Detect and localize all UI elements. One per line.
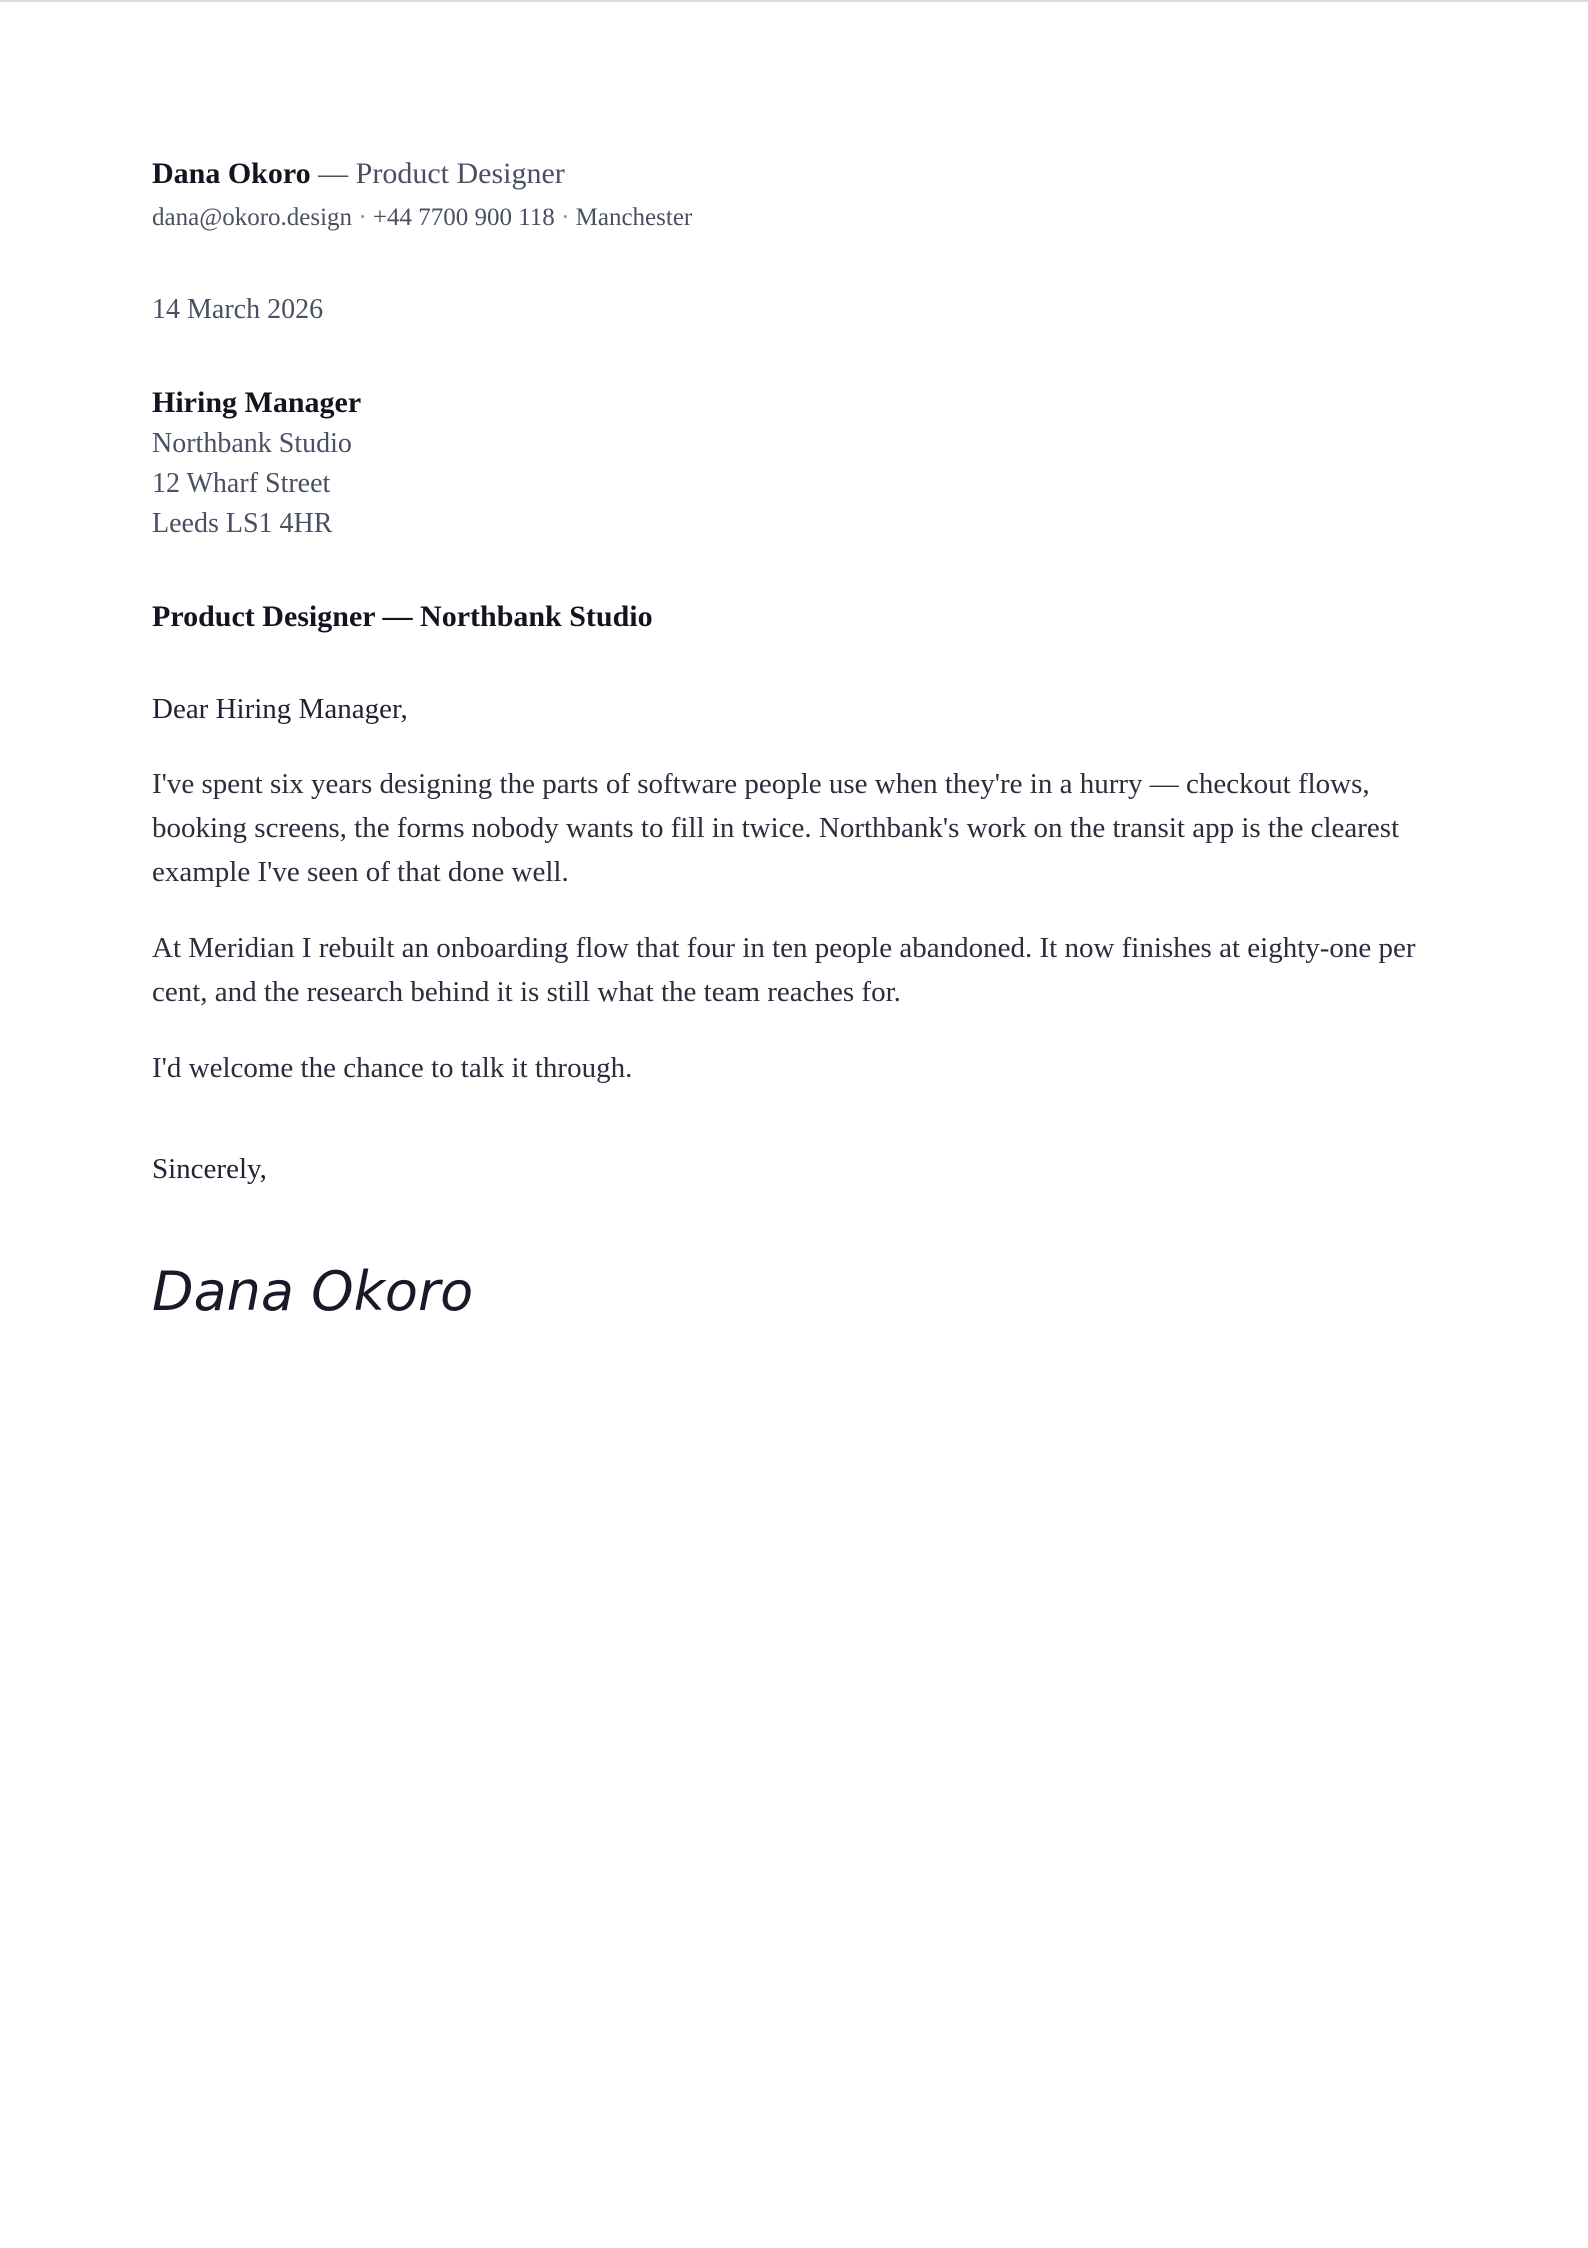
body-paragraph: I've spent six years designing the parts of software people use when they're in a hurry — checkout flows, booking screens, the forms nobody wants to fill in twice. Northbank's work on the transit app is the clearest example I've seen of that done well. [152,768,1400,888]
contact-separator: · [352,204,373,231]
letter-subject: Product Designer — Northbank Studio [152,600,653,633]
contact-separator: · [554,204,576,231]
sender-name: Dana Okoro [152,157,311,190]
sender-header [152,150,1442,198]
sender-contact [152,198,1442,238]
recipient-city: Leeds LS1 4HR [152,508,333,539]
closing: Sincerely, [152,1153,267,1185]
sender-email: dana@okoro.design [152,204,353,231]
recipient-name: Hiring Manager [152,386,362,419]
top-rule [0,0,1588,2]
letter-date: 14 March 2026 [152,294,324,325]
sender-separator: — [310,157,356,190]
body-paragraph: At Meridian I rebuilt an onboarding flow that four in ten people abandoned. It now finishes at eighty-one per cent, and the research behind it is still what the team reaches for. [152,932,1416,1008]
recipient-company: Northbank Studio [152,428,352,459]
sender-phone: +44 7700 900 118 [372,204,555,231]
body-paragraph: I'd welcome the chance to talk it through. [152,1052,633,1084]
recipient-street: 12 Wharf Street [152,468,331,499]
salutation: Dear Hiring Manager, [152,693,408,725]
sender-role: Product Designer [355,157,565,190]
sender-location: Manchester [575,204,693,231]
cover-letter [152,150,1442,1324]
recipient-block [152,382,1442,544]
signature: Dana Okoro [152,1260,474,1323]
